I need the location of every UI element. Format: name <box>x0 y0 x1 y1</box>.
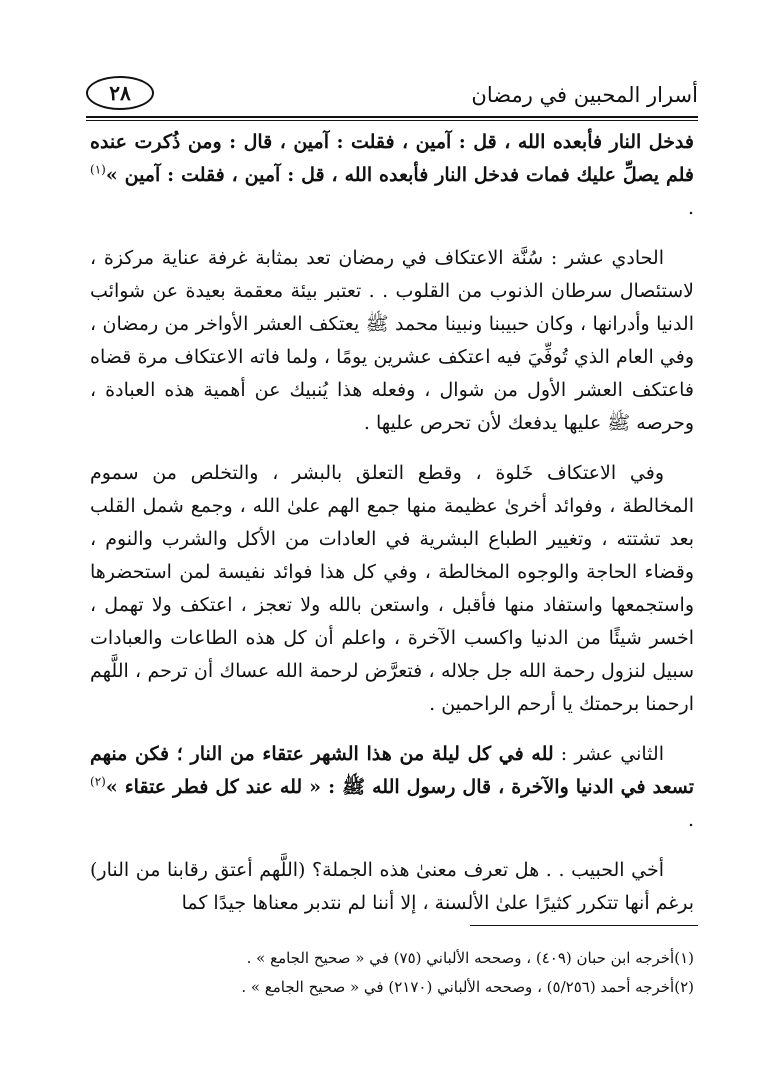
paragraph-lead: الثاني عشر : <box>553 743 664 765</box>
paragraph-text: وفي الاعتكاف خَلوة ، وقطع التعلق بالبشر ، والتخلص من سموم المخالطة ، وفوائد أخرىٰ عظيمة منها جمع الهم علىٰ الله ، وجمع شمل القلب بعد تشتته ، وتغيير الطباع البشرية في العادات من الأكل والشرب والنوم ، وقضاء الحاجة والوجوه المخالطة ، وفي كل هذا فوائد نفيسة لمن استحضرها واستجمعها واستفاد منها فأقبل ، واستعن بالله ولا تعجز ، اعتكف ولا تهمل ، اخسر شيئًا من الدنيا واكسب الآخرة ، واعلم أن كل هذه الطاعات والعبادات سبيل لنزول رحمة الله جل جلاله ، فتعرَّض لرحمة الله عساك أن ترحم ، اللَّهم ارحمنا برحمتك يا أرحم الراحمين . <box>90 462 694 715</box>
paragraph-end: . <box>687 197 694 219</box>
footnote-2: (٢)أخرجه أحمد (٥/٢٥٦) ، وصححه الألباني (٢١٧٠) في « صحيح الجامع » . <box>241 978 694 996</box>
paragraph-4 <box>90 738 694 837</box>
paragraph-bold-text: فدخل النار فأبعده الله ، قل : آمين ، فقلت : آمين ، قال : ومن ذُكرت عنده فلم يصلِّ عليك فمات فدخل النار فأبعده الله ، قل : آمين ، فقلت : آمين » <box>90 131 694 186</box>
paragraph-text: أخي الحبيب . . هل تعرف معنىٰ هذه الجملة؟ (اللَّهم أعتق رقابنا من النار) برغم أنها تتكرر كثيرًا علىٰ الألسنة ، إلا أننا لم نتدبر معناها جيدًا كما <box>90 859 694 914</box>
paragraph-bold-text: لله في كل ليلة من هذا الشهر عتقاء من النار ؛ فكن منهم تسعد في الدنيا والآخرة ، قال رسول الله ﷺ : « لله عند كل فطر عتقاء » <box>90 743 694 798</box>
page-number: ٢٨ <box>86 76 154 110</box>
main-text <box>90 126 694 937</box>
running-title: أسرار المحبين في رمضان <box>471 83 698 107</box>
footnote-separator <box>470 925 698 926</box>
footnote-ref-1[interactable]: (١) <box>90 162 106 177</box>
footnote-1: (١)أخرجه ابن حبان (٤٠٩) ، وصححه الألباني (٧٥) في « صحيح الجامع » . <box>246 949 694 967</box>
paragraph-1 <box>90 126 694 225</box>
paragraph-2 <box>90 242 694 440</box>
header-rule-thin <box>86 120 698 121</box>
footnote-ref-2[interactable]: (٢) <box>90 774 106 789</box>
header-rule <box>86 116 698 118</box>
page-header <box>86 72 698 116</box>
paragraph-lead: الحادي عشر : <box>543 247 664 269</box>
paragraph-text: سُنَّة الاعتكاف في رمضان تعد بمثابة غرفة عناية مركزة ، لاستئصال سرطان الذنوب من القلوب . . تعتبر بيئة معقمة بعيدة عن شوائب الدنيا وأدرانها ، وكان حبيبنا ونبينا محمد ﷺ يعتكف العشر الأواخر من رمضان ، وفي العام الذي تُوفِّيَ فيه اعتكف عشرين يومًا ، ولما فاته الاعتكاف مرة قضاه فاعتكف العشر الأول من شوال ، وفعله هذا يُنبيك عن أهمية هذه العبادة ، وحرصه ﷺ عليها يدفعك لأن تحرص عليها . <box>90 247 694 434</box>
footnotes <box>90 944 694 1002</box>
paragraph-3 <box>90 457 694 721</box>
paragraph-5 <box>90 854 694 920</box>
paragraph-end: . <box>687 809 694 831</box>
